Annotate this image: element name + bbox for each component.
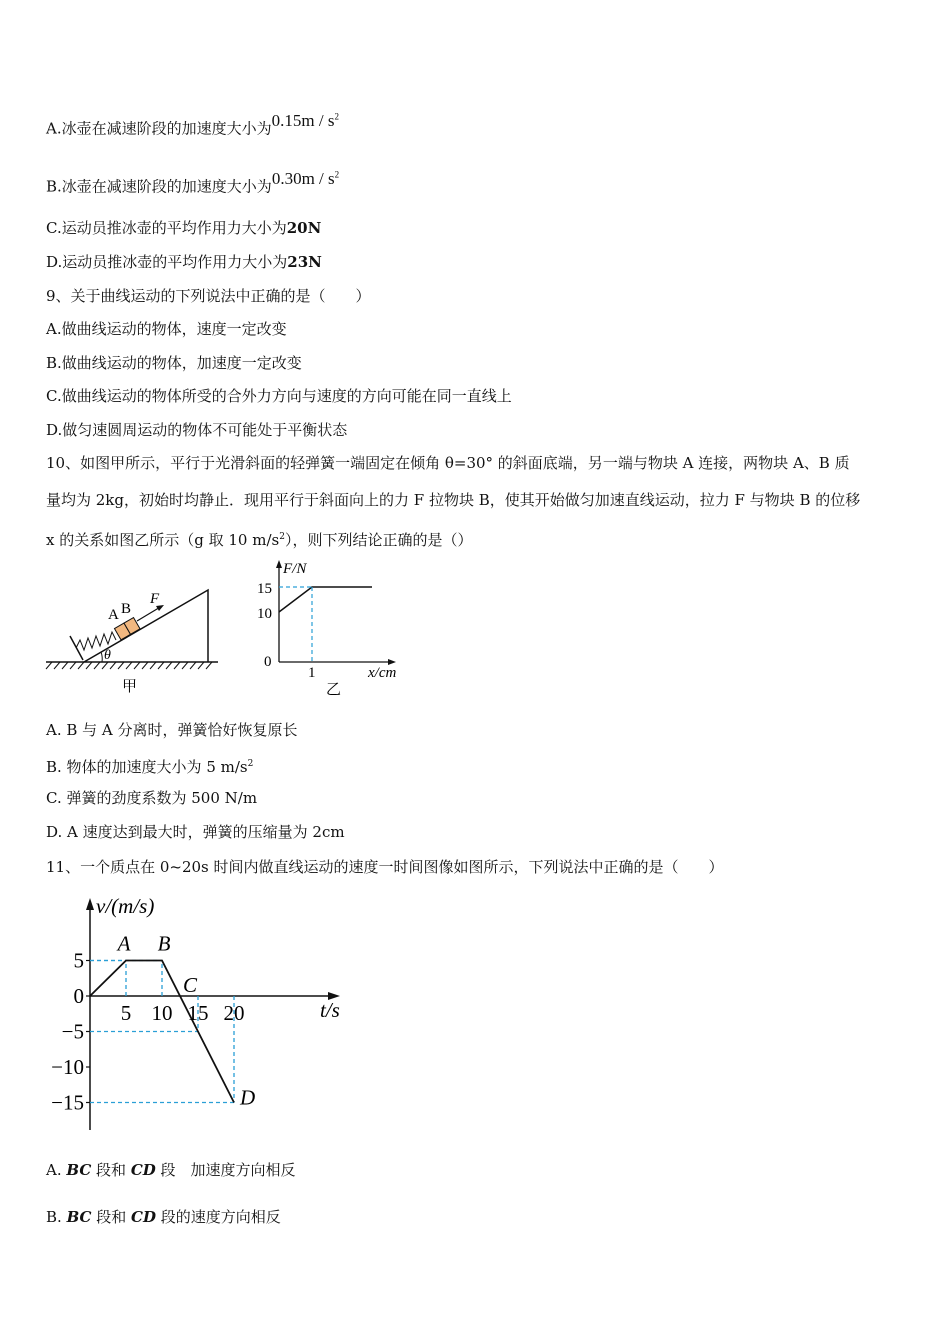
- option-text: 段 加速度方向相反: [155, 1161, 296, 1179]
- q9-option-d: D.做匀速圆周运动的物体不可能处于平衡状态: [46, 421, 348, 439]
- x-tick-label: 10: [151, 1001, 173, 1025]
- caption-jia: 甲: [122, 679, 138, 695]
- label-theta: θ: [104, 648, 111, 663]
- q9-option-c: C.做曲线运动的物体所受的合外力方向与速度的方向可能在同一直线上: [46, 387, 512, 405]
- stem-text: ），则下列结论正确的是（）: [284, 531, 473, 549]
- q10-stem-line3: [46, 527, 472, 550]
- angle-arc: [101, 652, 102, 662]
- segment-cd: CD: [131, 1208, 156, 1226]
- tick-x1: 1: [308, 665, 316, 681]
- q10-option-b: [46, 754, 253, 777]
- option-label: B.: [46, 177, 62, 196]
- option-label: A.: [46, 119, 62, 138]
- formula-body: 0.30m / s: [271, 168, 335, 188]
- formula: [272, 111, 339, 130]
- option-text: 段和: [91, 1208, 132, 1226]
- formula-body: 0.15m / s: [271, 110, 335, 130]
- point-label-a: A: [117, 931, 131, 956]
- q11-option-a: [46, 1160, 296, 1180]
- q9-stem: 9、关于曲线运动的下列说法中正确的是（ ）: [46, 287, 371, 305]
- f-x-line: [279, 587, 372, 612]
- option-text: 冰壶在减速阶段的加速度大小为: [61, 177, 272, 196]
- label-a: A: [108, 607, 119, 623]
- x-tick-label: 5: [120, 1001, 132, 1025]
- y-axis-label: v/(m/s): [96, 894, 155, 918]
- option-label: C.: [46, 219, 62, 237]
- point-label-c: C: [182, 973, 198, 997]
- y-tick-label: 5: [73, 948, 84, 973]
- segment-cd: CD: [130, 1161, 156, 1179]
- q8-option-b: [46, 168, 340, 197]
- ground-hatch: [46, 662, 212, 669]
- stem-exp: 2: [279, 532, 285, 542]
- q10-stem-line1: 10、如图甲所示，平行于光滑斜面的轻弹簧一端固定在倾角 θ=30° 的斜面底端，另一端与物块 A 连接，两物块 A、B 质: [46, 454, 850, 472]
- x-axis-label: t/s: [320, 998, 340, 1022]
- option-text: 冰壶在减速阶段的加速度大小为: [61, 119, 272, 138]
- tick-15: 15: [257, 581, 272, 597]
- stem-text: x 的关系如图乙所示（g 取 10 m/s: [46, 531, 280, 549]
- option-prefix: B.: [46, 1208, 67, 1226]
- option-value: 23N: [287, 253, 322, 271]
- x-label: x/cm: [368, 665, 397, 681]
- option-text: 运动员推冰壶的平均作用力大小为: [62, 253, 288, 271]
- q10-option-c: C. 弹簧的劲度系数为 500 N/m: [46, 789, 258, 807]
- formula-exp: 2: [334, 169, 340, 179]
- y-axis-arrow: [276, 560, 282, 568]
- q9-option-a: A.做曲线运动的物体，速度一定改变: [46, 320, 287, 338]
- label-b: B: [121, 601, 132, 617]
- option-text: B. 物体的加速度大小为 5 m/s: [46, 758, 248, 776]
- y-tick-label: 0: [73, 984, 84, 1008]
- origin: 0: [264, 654, 272, 670]
- figure-vt-graph: [40, 888, 360, 1138]
- x-tick-label: 20: [223, 1001, 245, 1025]
- option-text: 运动员推冰壶的平均作用力大小为: [61, 219, 287, 237]
- y-axis-arrow: [86, 898, 94, 910]
- figure-jia-incline: [40, 560, 230, 700]
- option-label: D.: [46, 253, 63, 271]
- y-label: F/N: [283, 561, 307, 577]
- incline-triangle: [84, 590, 208, 662]
- q9-option-b: B.做曲线运动的物体，加速度一定改变: [46, 354, 302, 372]
- option-text: 段的速度方向相反: [155, 1208, 281, 1226]
- point-label-b: B: [157, 931, 171, 956]
- q11-stem: 11、一个质点在 0~20s 时间内做直线运动的速度一时间图像如图所示，下列说法中正确的是（ ）: [46, 858, 724, 876]
- y-tick-label: −15: [51, 1090, 84, 1115]
- segment-bc: BC: [66, 1161, 92, 1179]
- option-prefix: A.: [46, 1161, 67, 1179]
- point-label-d: D: [240, 1085, 256, 1110]
- q11-option-b: [46, 1207, 281, 1227]
- figure-yi-fx-graph: [250, 556, 420, 701]
- tick-10: 10: [257, 606, 272, 622]
- x-tick-label: 15: [187, 1001, 209, 1025]
- q8-option-d: [46, 252, 322, 272]
- option-exp: 2: [247, 759, 254, 769]
- caption-yi: 乙: [326, 682, 342, 698]
- label-f: F: [150, 591, 160, 607]
- q10-stem-line2: 量均为 2kg，初始时均静止．现用平行于斜面向上的力 F 拉物块 B，使其开始做匀加速直线运动，拉力 F 与物块 B 的位移: [46, 491, 861, 509]
- q10-option-d: D. A 速度达到最大时，弹簧的压缩量为 2cm: [46, 823, 345, 841]
- y-tick-label: −10: [51, 1055, 84, 1079]
- q10-option-a: A. B 与 A 分离时，弹簧恰好恢复原长: [46, 721, 298, 739]
- y-tick-label: −5: [61, 1019, 84, 1044]
- segment-bc: BC: [66, 1208, 92, 1226]
- formula: [272, 169, 339, 188]
- option-text: 段和: [91, 1161, 131, 1179]
- option-value: 20N: [286, 219, 322, 237]
- q8-option-c: [46, 218, 321, 238]
- formula-exp: 2: [334, 111, 339, 121]
- q8-option-a: [46, 110, 339, 139]
